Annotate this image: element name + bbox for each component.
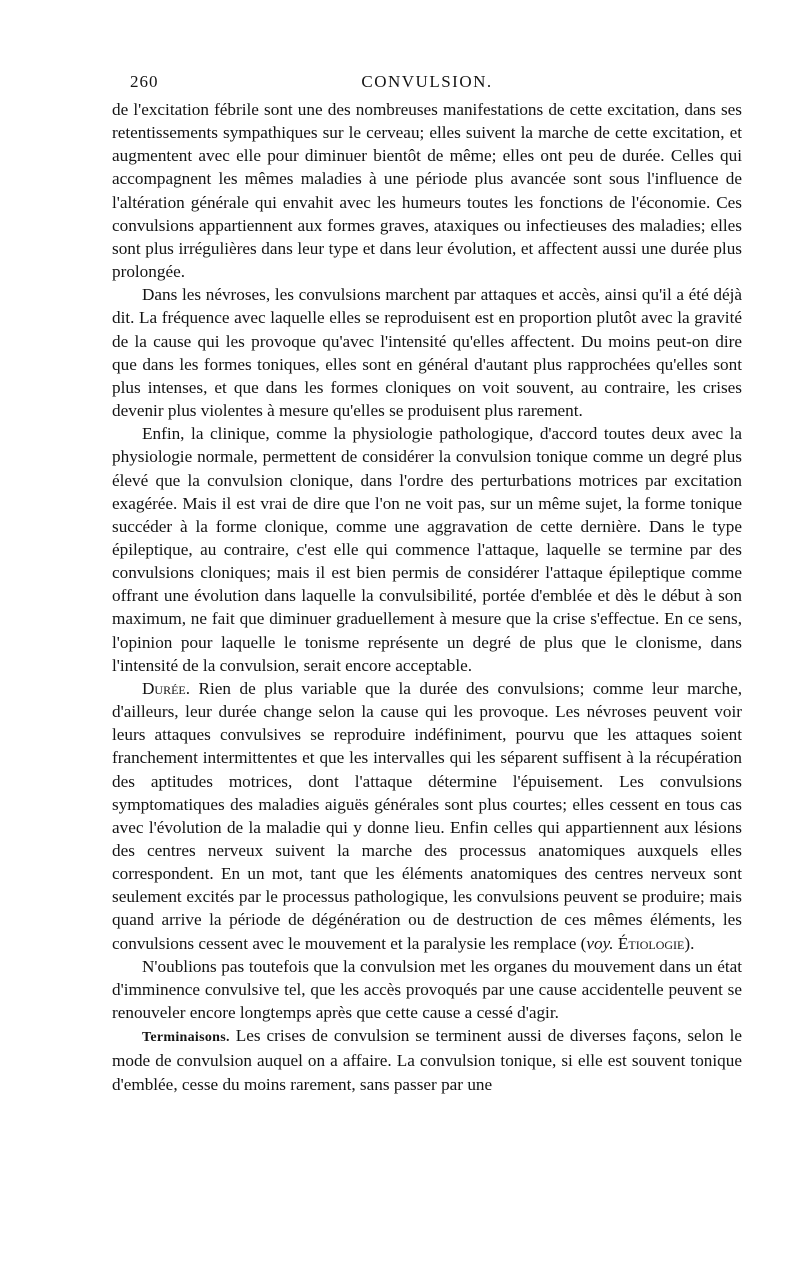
section-heading-duree: Durée.	[142, 678, 191, 698]
paragraph-terminaisons: Terminaisons. Les crises de convulsion se terminent aussi de diverses façons, selon le mode de convulsion auquel on a affaire. La convulsion tonique, si elle est souvent tonique d'emblée, cesse du moins rarement, sans passer par une	[112, 1026, 742, 1094]
paragraph-clinique: Enfin, la clinique, comme la physiologie pathologique, d'accord toutes deux avec la physiologie normale, permettent de considérer la convulsion tonique comme un degré plus élevé que la convulsion clonique, dans l'ordre des perturbations motrices par excitation exagérée. Mais il est vrai de dire que l'on ne voit pas, sur un même sujet, la forme tonique succéder à la forme clonique, comme une aggravation de cette dernière. Dans le type épileptique, au contraire, c'est elle qui commence l'attaque, laquelle se termine par des convulsions cloniques; mais il est bien permis de considérer l'attaque épileptique comme offrant une évolution dans laquelle la convulsibilité, portée d'emblée et dès le début à son maximum, ne fait que diminuer graduellement à mesure que la crise s'effectue. En ce sens, l'opinion pour laquelle le tonisme représente un degré de plus que le clonisme, dans l'intensité de la convulsion, serait encore acceptable.	[112, 424, 742, 675]
running-title: CONVULSION.	[361, 72, 493, 91]
cross-reference-target: Étiologie	[613, 933, 685, 953]
page-number: 260	[130, 72, 159, 91]
paragraph-duree: Durée. Rien de plus variable que la durée des convulsions; comme leur marche, d'ailleurs, leur durée change selon la cause qui les provoque. Les névroses peuvent voir leurs attaques convulsives se reproduire indéfiniment, pourvu que les attaques soient franchement intermittentes et que les intervalles qui les séparent suffisent à la récupération des aptitudes motrices, dont l'attaque détermine l'épuisement. Les convulsions symptomatiques des maladies aiguës générales sont plus courtes; elles cessent en tous cas avec l'évolution de la maladie qui y donne lieu. Enfin celles qui appartiennent aux lésions des centres nerveux suivent la marche des processus anatomiques auxquels elles correspondent. En un mot, tant que les éléments anatomiques des centres nerveux sont seulement excités par le processus pathologique, les convulsions peuvent se produire; mais quand arrive la période de dégénération ou de destruction de ces mêmes éléments, les convulsions cessent avec le mouvement et la paralysie les remplace (voy. Étiologie).	[112, 678, 742, 953]
book-page	[112, 68, 742, 1096]
paragraph-imminence: N'oublions pas toutefois que la convulsion met les organes du mouvement dans un état d'imminence convulsive tel, que les accès provoqués par une cause accidentelle peuvent se renouveler encore longtemps après que cette cause a cessé d'agir.	[112, 956, 742, 1023]
paragraph-neuroses: Dans les névroses, les convulsions marchent par attaques et accès, ainsi qu'il a été déjà dit. La fréquence avec laquelle elles se reproduisent est en proportion plutôt avec la gravité de la cause qui les provoque qu'avec l'intensité qu'elles affectent. Du moins peut-on dire que dans les formes toniques, elles sont en général d'autant plus rapprochées qu'elles sont plus intenses, et que dans les formes cloniques on voit souvent, au contraire, les crises devenir plus violentes à mesure qu'elles se produisent plus rarement.	[112, 285, 742, 421]
cross-reference: voy.	[586, 933, 614, 953]
running-header	[112, 68, 742, 98]
paragraph-fever-convulsions: de l'excitation fébrile sont une des nombreuses manifestations de cette excitation, dans ses retentissements sympathiques sur le cerveau; elles suivent la marche de cette excitation, et augmentent avec elle pour diminuer bientôt de même; elles ont peu de durée. Celles qui accompagnent les mêmes maladies à une période plus avancée sont sous l'influence de l'altération générale qui envahit avec les humeurs toutes les fonctions de l'économie. Ces convulsions appartiennent aux formes graves, ataxiques ou infectieuses des maladies; elles sont plus irrégulières dans leur type et dans leur évolution, et affectent aussi une durée plus prolongée.	[112, 100, 742, 282]
section-heading-terminaisons: Terminaisons.	[142, 1030, 230, 1046]
body-text	[112, 98, 742, 1096]
